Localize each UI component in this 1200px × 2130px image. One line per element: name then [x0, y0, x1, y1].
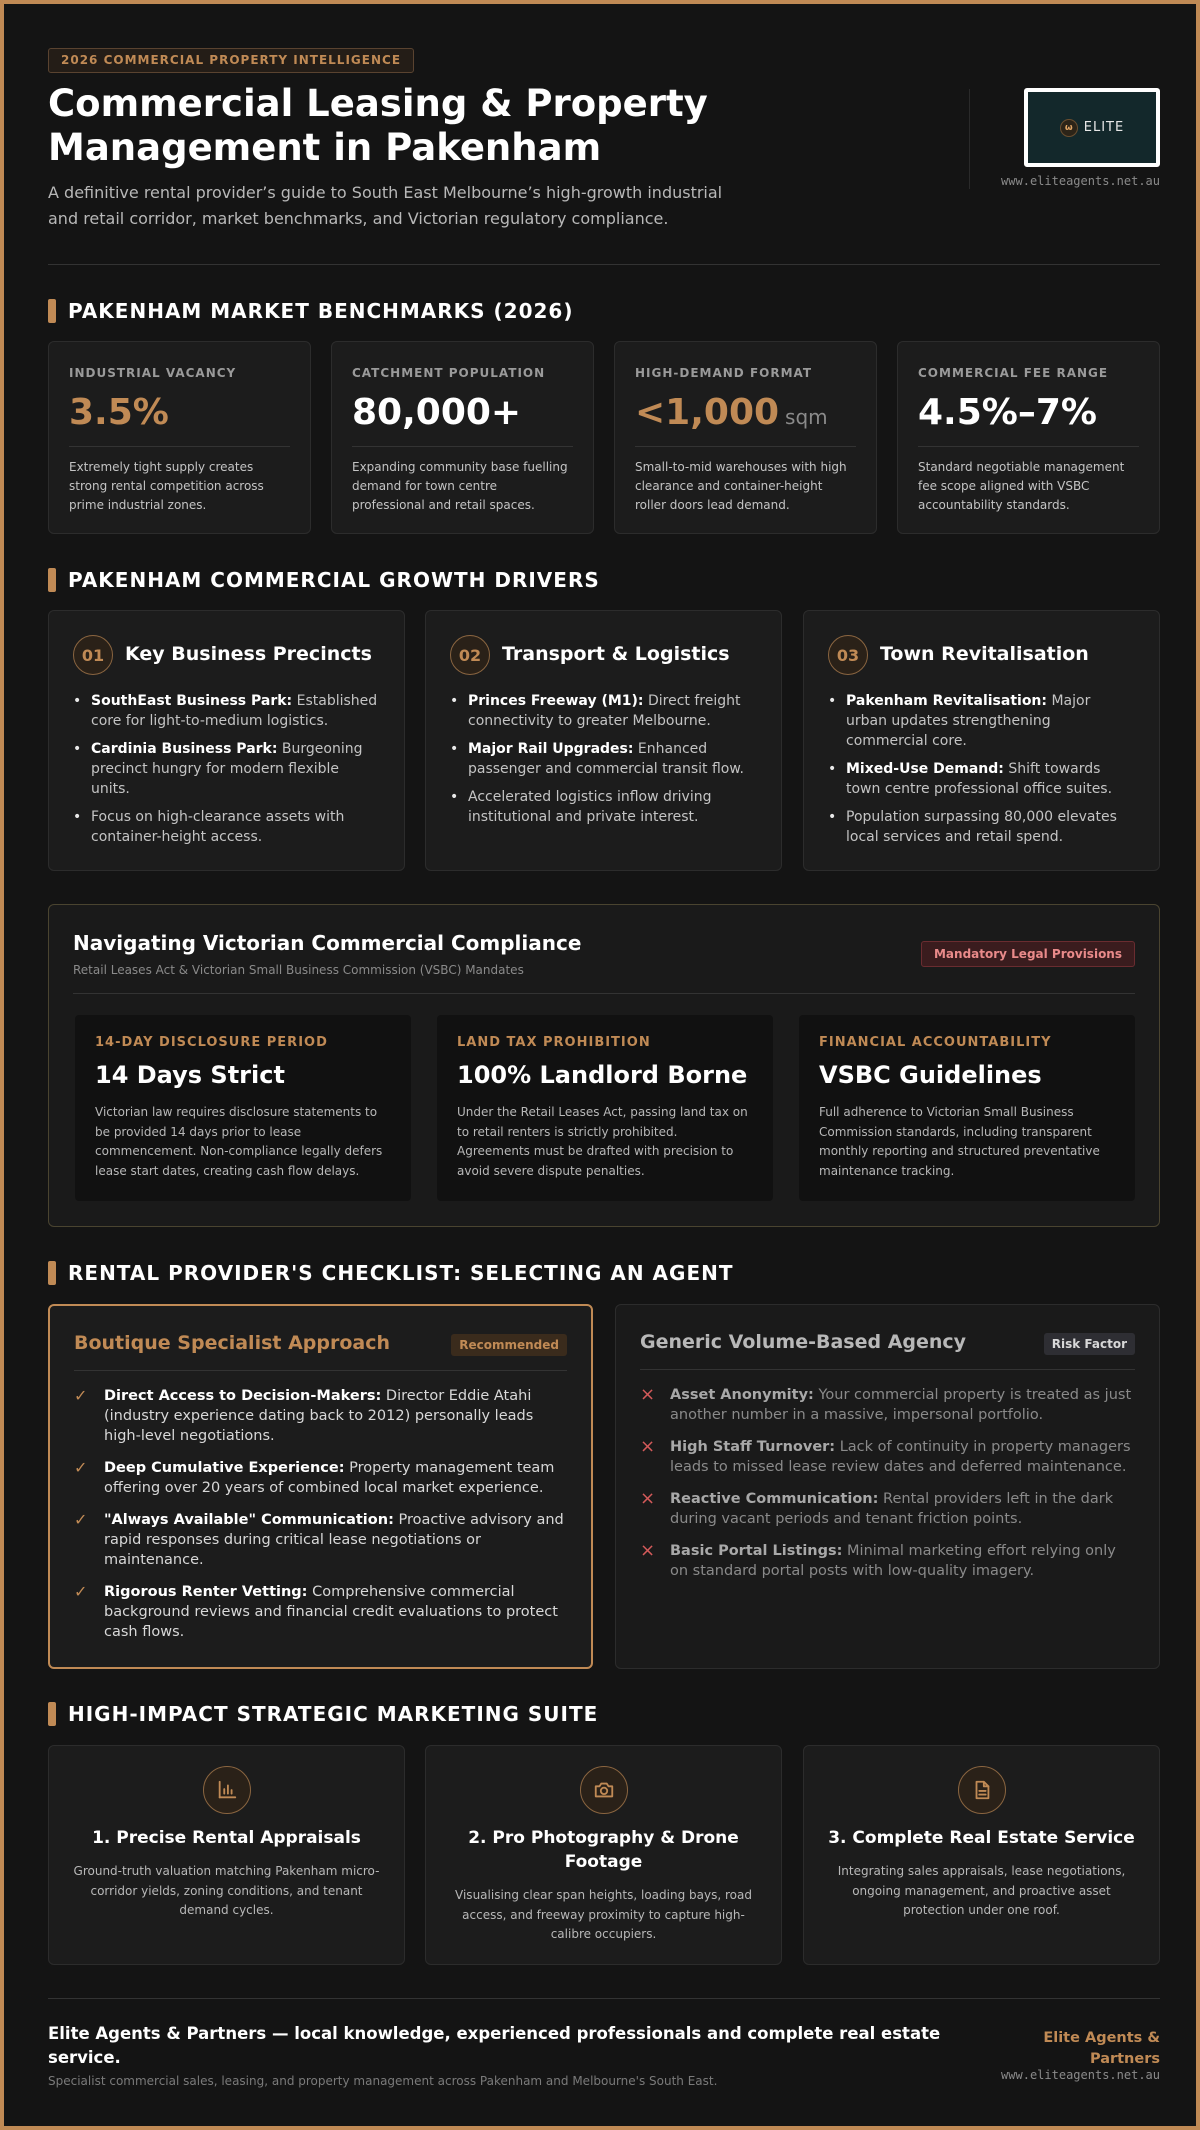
list-item: ✓ Rigorous Renter Vetting: Comprehensive commercial background reviews and financial credit evaluations to protect cash flows. — [74, 1582, 558, 1640]
page-title: Commercial Leasing & Property Management in Pakenham — [48, 82, 708, 169]
stat-value: 3.5% — [69, 392, 169, 433]
compliance-panel — [48, 904, 1160, 1227]
cross-icon: × — [640, 1436, 656, 1457]
section-title: RENTAL PROVIDER'S CHECKLIST: SELECTING AN AGENT — [68, 1261, 734, 1285]
marketing-description: Ground-truth valuation matching Pakenham micro-corridor yields, zoning conditions, and tenant demand cycles. — [73, 1864, 380, 1917]
recommended-chip: Recommended — [451, 1334, 567, 1356]
header-url[interactable]: www.eliteagents.net.au — [1001, 174, 1160, 188]
list-item: • Major Rail Upgrades: Enhanced passenger and commercial transit flow. — [450, 739, 757, 779]
stat-label: INDUSTRIAL VACANCY — [69, 366, 237, 380]
compliance-card — [75, 1015, 411, 1201]
approach-title: Boutique Specialist Approach — [74, 1332, 391, 1354]
stat-value: 4.5%–7% — [918, 392, 1097, 433]
stat-description: Extremely tight supply creates strong rental competition across prime industrial zones. — [69, 460, 264, 512]
compliance-label: 14-DAY DISCLOSURE PERIOD — [95, 1035, 328, 1050]
stat-description: Expanding community base fuelling demand for town centre professional and retail spaces. — [352, 460, 568, 512]
approach-divider — [640, 1369, 1135, 1370]
marketing-card — [425, 1745, 782, 1965]
footer-url[interactable]: www.eliteagents.net.au — [1001, 2068, 1160, 2082]
stat-card — [897, 341, 1160, 534]
compliance-description: Full adherence to Victorian Small Business Commission standards, including transparent monthly reporting and structured preventative maintenance tracking. — [819, 1105, 1100, 1178]
driver-title: Transport & Logistics — [502, 643, 730, 665]
kicker-badge: 2026 COMMERCIAL PROPERTY INTELLIGENCE — [48, 48, 414, 73]
marketing-title: 2. Pro Photography & Drone Footage — [468, 1828, 739, 1872]
stat-divider — [918, 446, 1139, 447]
section-heading-benchmarks — [48, 299, 573, 323]
list-item: • Princes Freeway (M1): Direct freight connectivity to greater Melbourne. — [450, 691, 757, 731]
stat-card — [331, 341, 594, 534]
cross-icon: × — [640, 1540, 656, 1561]
section-accent-bar — [48, 1261, 56, 1285]
list-item: × Asset Anonymity: Your commercial property is treated as just another number in a massive, impersonal portfolio. — [640, 1384, 1132, 1423]
cross-icon: × — [640, 1488, 656, 1509]
section-title: HIGH-IMPACT STRATEGIC MARKETING SUITE — [68, 1702, 599, 1726]
marketing-title: 1. Precise Rental Appraisals — [92, 1828, 361, 1848]
footer-subtitle: Specialist commercial sales, leasing, and property management across Pakenham and Melbourne's South East. — [48, 2074, 718, 2088]
section-heading-marketing — [48, 1702, 598, 1726]
compliance-label: FINANCIAL ACCOUNTABILITY — [819, 1035, 1052, 1050]
stat-value: <1,000 sqm — [635, 392, 828, 433]
driver-card — [48, 610, 405, 871]
cross-icon: × — [640, 1384, 656, 1405]
section-accent-bar — [48, 299, 56, 323]
stat-divider — [352, 446, 573, 447]
list-item: • Mixed-Use Demand: Shift towards town centre professional office suites. — [828, 759, 1135, 799]
recommended-approach-card — [48, 1304, 593, 1669]
approach-divider — [74, 1370, 567, 1371]
stat-card — [48, 341, 311, 534]
stat-card — [614, 341, 877, 534]
header-divider-line — [48, 264, 1160, 265]
list-item: × High Staff Turnover: Lack of continuity in property managers leads to missed lease review dates and deferred maintenance. — [640, 1436, 1131, 1475]
list-item: • Accelerated logistics inflow driving institutional and private interest. — [450, 787, 757, 827]
section-title: PAKENHAM COMMERCIAL GROWTH DRIVERS — [68, 568, 600, 592]
document-icon — [958, 1766, 1006, 1814]
list-item: × Basic Portal Listings: Minimal marketing effort relying only on standard portal posts with low-quality imagery. — [640, 1540, 1116, 1579]
approach-title: Generic Volume-Based Agency — [640, 1331, 967, 1353]
compliance-label: LAND TAX PROHIBITION — [457, 1035, 651, 1050]
driver-title: Key Business Precincts — [125, 643, 372, 665]
check-icon: ✓ — [74, 1458, 88, 1477]
check-icon: ✓ — [74, 1386, 88, 1405]
compliance-value: VSBC Guidelines — [819, 1061, 1042, 1089]
stat-divider — [635, 446, 856, 447]
compliance-description: Under the Retail Leases Act, passing land tax on to retail renters is strictly prohibited. Agreements must be drafted with precision to avoid severe dispute penalties. — [457, 1105, 748, 1178]
stat-divider — [69, 446, 290, 447]
stat-description: Standard negotiable management fee scope aligned with VSBC accountability standards. — [918, 460, 1125, 512]
list-item: ✓ Deep Cumulative Experience: Property management team offering over 20 years of combined local market experience. — [74, 1458, 555, 1496]
number-badge: 01 — [73, 635, 113, 675]
stat-label: HIGH-DEMAND FORMAT — [635, 366, 813, 380]
section-heading-checklist — [48, 1261, 734, 1285]
stat-label: CATCHMENT POPULATION — [352, 366, 546, 380]
check-icon: ✓ — [74, 1510, 88, 1529]
footer-title: Elite Agents & Partners — local knowledge, experienced professionals and complete real estate service. — [48, 2024, 941, 2067]
number-badge: 03 — [828, 635, 868, 675]
list-item: ✓ Direct Access to Decision-Makers: Director Eddie Atahi (industry experience dating back to 2012) personally leads high-level negotiations. — [74, 1386, 534, 1444]
list-item: ✓ "Always Available" Communication: Proactive advisory and rapid responses during critical lease negotiations or maintenance. — [74, 1510, 564, 1568]
marketing-card — [48, 1745, 405, 1965]
risk-approach-card — [615, 1304, 1160, 1669]
list-item: • Population surpassing 80,000 elevates local services and retail spend. — [828, 807, 1135, 847]
marketing-description: Integrating sales appraisals, lease negotiations, ongoing management, and proactive asset protection under one roof. — [837, 1864, 1126, 1917]
bar-chart-icon — [203, 1766, 251, 1814]
driver-card — [803, 610, 1160, 871]
driver-list — [73, 691, 380, 855]
driver-list — [828, 691, 1135, 855]
driver-title: Town Revitalisation — [880, 643, 1089, 665]
list-item: • Pakenham Revitalisation: Major urban updates strengthening commercial core. — [828, 691, 1135, 751]
compliance-value: 100% Landlord Borne — [457, 1061, 748, 1089]
marketing-description: Visualising clear span heights, loading bays, road access, and freeway proximity to capture high-calibre occupiers. — [455, 1888, 752, 1941]
marketing-card — [803, 1745, 1160, 1965]
stat-description: Small-to-mid warehouses with high clearance and container-height roller doors lead demand. — [635, 460, 847, 512]
check-icon: ✓ — [74, 1582, 88, 1601]
risk-chip: Risk Factor — [1044, 1333, 1135, 1355]
stat-label: COMMERCIAL FEE RANGE — [918, 366, 1109, 380]
stat-value: 80,000+ — [352, 392, 522, 433]
number-badge: 02 — [450, 635, 490, 675]
logo-text: ELITE — [1083, 120, 1125, 135]
approach-list — [640, 1385, 1135, 1593]
approach-list — [74, 1386, 567, 1654]
section-accent-bar — [48, 1702, 56, 1726]
section-heading-drivers — [48, 568, 600, 592]
compliance-subtitle: Retail Leases Act & Victorian Small Business Commission (VSBC) Mandates — [73, 963, 524, 977]
list-item: × Reactive Communication: Rental providers left in the dark during vacant periods and tenant friction points. — [640, 1488, 1114, 1527]
driver-card — [425, 610, 782, 871]
legal-badge: Mandatory Legal Provisions — [921, 941, 1135, 967]
list-item: • SouthEast Business Park: Established core for light-to-medium logistics. — [73, 691, 380, 731]
section-accent-bar — [48, 568, 56, 592]
compliance-divider — [73, 993, 1135, 994]
section-title: PAKENHAM MARKET BENCHMARKS (2026) — [68, 299, 574, 323]
compliance-card — [437, 1015, 773, 1201]
driver-list — [450, 691, 757, 835]
marketing-title: 3. Complete Real Estate Service — [828, 1828, 1135, 1848]
footer-brand: Elite Agents & Partners — [1043, 2030, 1160, 2067]
footer-divider — [48, 1998, 1160, 1999]
list-item: • Cardinia Business Park: Burgeoning precinct hungry for modern flexible units. — [73, 739, 380, 799]
compliance-value: 14 Days Strict — [95, 1061, 285, 1089]
compliance-title: Navigating Victorian Commercial Compliance — [73, 931, 582, 955]
stat-unit: sqm — [785, 405, 828, 429]
logo-mark-icon: ω — [1060, 119, 1078, 137]
list-item: • Focus on high-clearance assets with container-height access. — [73, 807, 380, 847]
brand-logo[interactable] — [1024, 88, 1160, 167]
camera-icon — [580, 1766, 628, 1814]
page-subtitle: A definitive rental provider’s guide to South East Melbourne’s high-growth industrial and retail corridor, market benchmarks, and Victorian regulatory compliance. — [48, 183, 723, 228]
compliance-description: Victorian law requires disclosure statements to be provided 14 days prior to lease commencement. Non-compliance legally defers lease start dates, creating cash flow delays. — [95, 1105, 383, 1178]
compliance-card — [799, 1015, 1135, 1201]
